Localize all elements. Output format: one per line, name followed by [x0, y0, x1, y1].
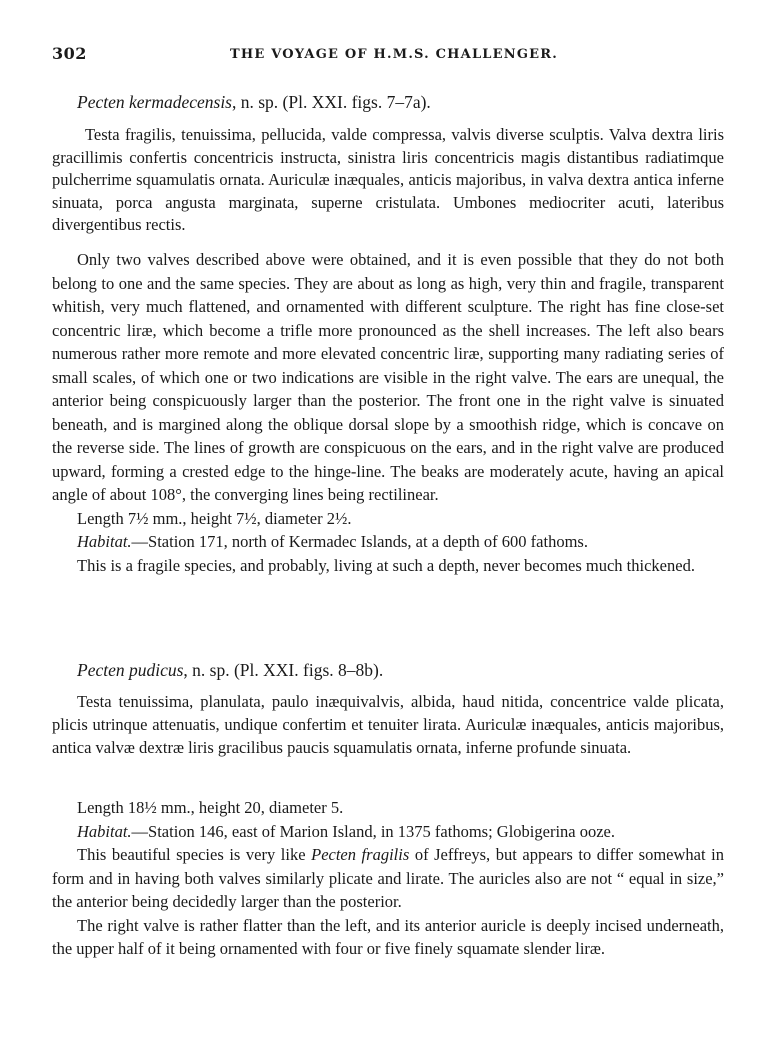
- comparison-paragraph: [52, 843, 724, 914]
- species-descriptor: , n. sp. (Pl. XXI. figs. 7–7a).: [232, 92, 431, 112]
- page-header: [52, 44, 722, 66]
- page-number: 302: [52, 44, 87, 63]
- measurements: Length 7½ mm., height 7½, diameter 2½.: [77, 508, 352, 528]
- habitat-line: [77, 530, 727, 554]
- measurements: Length 18½ mm., height 20, diameter 5.: [77, 798, 344, 817]
- latin-description: Testa fragilis, tenuissima, pellucida, valde compressa, valvis diverse sculptis. Valva dextra liris gracillimis confertis concentricis instructa, sinistra liris concentricis magis distantibus radiatimque pulcherrime squamulatis ornata. Auriculæ inæquales, anticis majoribus, in valva dextra antica inferne sinuata, porca angusta marginata, superne cristulata. Umbones mediocriter acuti, lateribus divergentibus rectis.: [52, 125, 724, 234]
- comparison-after: of Jeffreys, but appears to differ somewhat in form and in having both valves similarly plicate and lirate. The auricles also are not “ equal in size,” the anterior being decidedly larger than the posterior.: [52, 845, 724, 911]
- comparison-species: Pecten fragilis: [311, 845, 410, 864]
- species-section-kermadecensis: [52, 90, 727, 237]
- closing-remark: This is a fragile species, and probably, living at such a depth, never becomes much thickened.: [77, 555, 695, 575]
- species-name: Pecten pudicus: [77, 660, 184, 680]
- species-remarks-kermadecensis: [52, 248, 727, 577]
- species-descriptor: , n. sp. (Pl. XXI. figs. 8–8b).: [183, 660, 384, 680]
- habitat-label: Habitat.: [77, 532, 132, 551]
- species-section-pudicus: [52, 658, 727, 759]
- species-heading: [77, 658, 727, 682]
- remarks-paragraph: Only two valves described above were obtained, and it is even possible that they do not both belong to one and the same species. They are about as long as high, very thin and fragile, transparent whitish, very much flattened, and ornamented with different sculpture. The right has fine close-set concentric liræ, which become a trifle more pronounced as the shell increases. The left also bears numerous rather more remote and more elevated concentric liræ, supporting many radiating series of small scales, of which one or two indications are visible in the right valve. The ears are unequal, the anterior being conspicuously larger than the posterior. The front one in the right valve is sinuated beneath, and is margined along the oblique dorsal slope by a smoothish ridge, which is concave on the reverse side. The lines of growth are conspicuous on the ears, and in the right valve are produced upward, forming a crested edge to the hinge-line. The beaks are moderately acute, having an apical angle of about 108°, the converging lines being rectilinear.: [52, 250, 724, 504]
- latin-description: Testa tenuissima, planulata, paulo inæquivalvis, albida, haud nitida, concentrice valde plicata, plicis utrinque attenuatis, undique confertim et tenuiter lirata. Auriculæ inæquales, anticis majoribus, antica valvæ dextræ liris gracilibus paucis squamulatis ornata, inferne profunde sinuata.: [52, 692, 724, 757]
- comparison-before: This beautiful species is very like: [77, 845, 312, 864]
- habitat-line: [77, 820, 727, 844]
- habitat-label: Habitat.: [77, 821, 132, 841]
- species-name: Pecten kermadecensis: [77, 92, 232, 112]
- species-heading: [77, 90, 727, 114]
- species-remarks-pudicus: [52, 796, 727, 961]
- habitat-text: —Station 146, east of Marion Island, in 1375 fathoms; Globigerina ooze.: [131, 821, 616, 841]
- habitat-text: —Station 171, north of Kermadec Islands, at a depth of 600 fathoms.: [131, 532, 588, 551]
- running-title: THE VOYAGE OF H.M.S. CHALLENGER.: [230, 47, 558, 62]
- closing-remark: The right valve is rather flatter than the left, and its anterior auricle is deeply incised underneath, the upper half of it being ornamented with four or five finely squamate slender liræ.: [52, 915, 724, 958]
